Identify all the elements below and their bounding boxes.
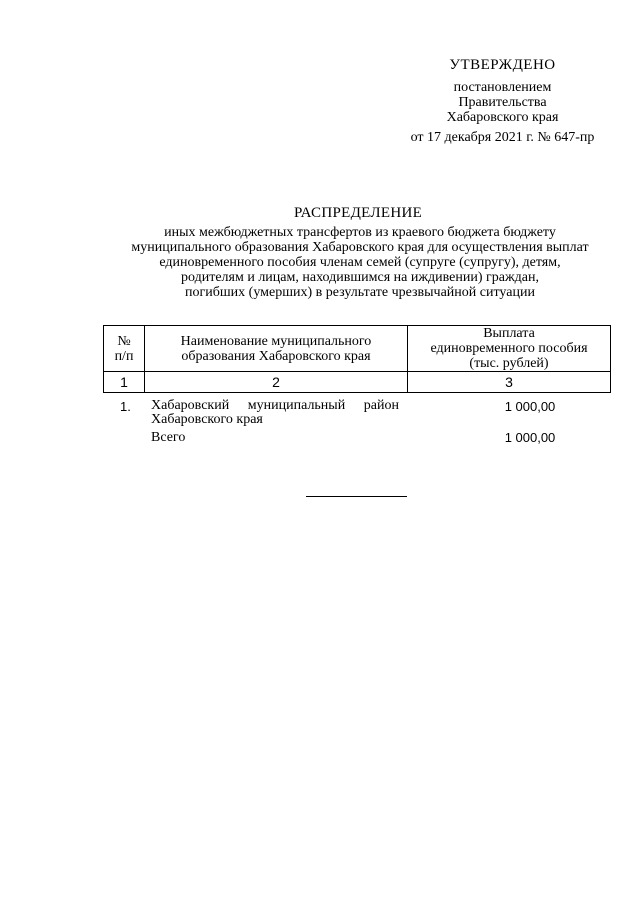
row-municipality-name-cont: Хабаровского края	[151, 412, 263, 427]
header-number-line: №	[117, 333, 131, 349]
approval-line-1: постановлением	[453, 80, 552, 95]
header-payment	[408, 326, 611, 372]
header-payment-line: Выплата	[483, 326, 535, 341]
header-municipality-line: образования Хабаровского края	[181, 348, 371, 364]
header-number	[104, 326, 145, 372]
approval-block	[395, 58, 610, 145]
row-payment-value: 1 000,00	[504, 399, 556, 414]
header-municipality	[145, 326, 408, 372]
subtitle-line: муниципального образования Хабаровского края для осуществления выплат	[131, 240, 589, 255]
row-municipality-name: Хабаровский муниципальный район	[151, 398, 399, 413]
document-subtitle	[95, 225, 625, 300]
document-title: РАСПРЕДЕЛЕНИЕ	[293, 205, 423, 221]
subtitle-line: единовременного пособия членам семей (супруге (супругу), детям,	[159, 255, 561, 270]
column-number: 1	[104, 372, 145, 393]
header-payment-line: единовременного пособия	[430, 341, 588, 356]
column-number: 2	[145, 372, 408, 393]
approval-title: УТВЕРЖДЕНО	[449, 57, 556, 73]
total-value: 1 000,00	[504, 430, 556, 445]
table-header-row	[104, 326, 611, 372]
total-label: Всего	[151, 430, 186, 445]
subtitle-line: родителям и лицам, находившимся на иждивении) граждан,	[181, 270, 539, 285]
row-number: 1.	[120, 399, 131, 414]
header-number-line: п/п	[114, 348, 134, 364]
approval-date: от 17 декабря 2021 г. № 647-пр	[410, 130, 595, 145]
header-payment-line: (тыс. рублей)	[469, 356, 549, 371]
distribution-table-header	[103, 325, 611, 393]
closing-rule	[306, 496, 407, 497]
approval-line-2: Правительства	[458, 95, 547, 110]
header-municipality-line: Наименование муниципального	[180, 333, 372, 349]
subtitle-line: погибших (умерших) в результате чрезвычайной ситуации	[185, 285, 535, 300]
column-number: 3	[408, 372, 611, 393]
approval-line-3: Хабаровского края	[446, 110, 559, 125]
column-number-row	[104, 372, 611, 393]
subtitle-line: иных межбюджетных трансфертов из краевого бюджета бюджету	[164, 225, 556, 240]
